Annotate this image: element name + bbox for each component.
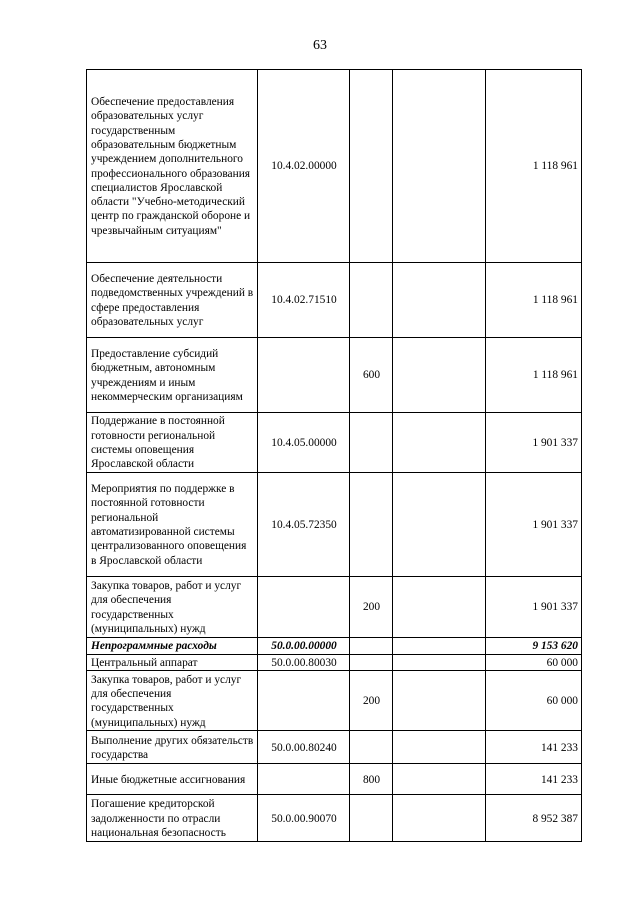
row-amount: 141 233 xyxy=(486,764,582,795)
row-vr: 600 xyxy=(350,338,393,413)
row-empty-cell xyxy=(393,473,486,577)
table-row xyxy=(87,638,582,655)
row-code: 10.4.02.00000 xyxy=(258,70,350,263)
row-code xyxy=(258,671,350,731)
row-empty-cell xyxy=(393,263,486,338)
table-row xyxy=(87,413,582,473)
row-code xyxy=(258,338,350,413)
row-empty-cell xyxy=(393,638,486,655)
table-row xyxy=(87,731,582,764)
row-name: Центральный аппарат xyxy=(87,655,258,671)
row-name: Обеспечение деятельности подведомственных учреждений в сфере предоставления образовательных услуг xyxy=(87,263,258,338)
row-code: 10.4.05.00000 xyxy=(258,413,350,473)
row-amount: 1 901 337 xyxy=(486,473,582,577)
row-name: Выполнение других обязательств государства xyxy=(87,731,258,764)
row-empty-cell xyxy=(393,655,486,671)
table-row xyxy=(87,655,582,671)
row-name: Мероприятия по поддержке в постоянной готовности региональной автоматизированной системы централизованного оповещения в Ярославской области xyxy=(87,473,258,577)
row-amount: 1 901 337 xyxy=(486,413,582,473)
row-empty-cell xyxy=(393,671,486,731)
row-amount: 60 000 xyxy=(486,655,582,671)
row-amount: 141 233 xyxy=(486,731,582,764)
row-empty-cell xyxy=(393,413,486,473)
table-row xyxy=(87,473,582,577)
row-vr xyxy=(350,638,393,655)
row-name: Предоставление субсидий бюджетным, автономным учреждениям и иным некоммерческим организациям xyxy=(87,338,258,413)
row-empty-cell xyxy=(393,795,486,842)
row-empty-cell xyxy=(393,338,486,413)
row-vr xyxy=(350,70,393,263)
row-name: Поддержание в постоянной готовности региональной системы оповещения Ярославской области xyxy=(87,413,258,473)
row-vr: 200 xyxy=(350,671,393,731)
row-empty-cell xyxy=(393,577,486,638)
row-empty-cell xyxy=(393,731,486,764)
row-code: 50.0.00.90070 xyxy=(258,795,350,842)
row-code: 10.4.02.71510 xyxy=(258,263,350,338)
row-name: Непрограммные расходы xyxy=(87,638,258,655)
budget-table xyxy=(86,69,582,842)
row-code: 50.0.00.00000 xyxy=(258,638,350,655)
row-amount: 8 952 387 xyxy=(486,795,582,842)
row-amount: 1 118 961 xyxy=(486,70,582,263)
row-amount: 1 118 961 xyxy=(486,338,582,413)
table-row xyxy=(87,338,582,413)
page-number: 63 xyxy=(313,38,327,53)
row-vr: 200 xyxy=(350,577,393,638)
row-vr xyxy=(350,655,393,671)
table-row xyxy=(87,795,582,842)
table-row xyxy=(87,577,582,638)
table-row xyxy=(87,263,582,338)
row-vr: 800 xyxy=(350,764,393,795)
row-vr xyxy=(350,731,393,764)
row-code: 50.0.00.80240 xyxy=(258,731,350,764)
row-vr xyxy=(350,795,393,842)
row-code xyxy=(258,577,350,638)
row-amount: 1 118 961 xyxy=(486,263,582,338)
row-code: 10.4.05.72350 xyxy=(258,473,350,577)
table-row xyxy=(87,671,582,731)
row-name: Закупка товаров, работ и услуг для обеспечения государственных (муниципальных) нужд xyxy=(87,577,258,638)
row-amount: 9 153 620 xyxy=(486,638,582,655)
row-vr xyxy=(350,263,393,338)
row-vr xyxy=(350,473,393,577)
row-empty-cell xyxy=(393,764,486,795)
row-name: Закупка товаров, работ и услуг для обеспечения государственных (муниципальных) нужд xyxy=(87,671,258,731)
row-vr xyxy=(350,413,393,473)
row-name: Погашение кредиторской задолженности по отрасли национальная безопасность xyxy=(87,795,258,842)
table-row xyxy=(87,70,582,263)
row-amount: 60 000 xyxy=(486,671,582,731)
row-empty-cell xyxy=(393,70,486,263)
row-amount: 1 901 337 xyxy=(486,577,582,638)
row-code xyxy=(258,764,350,795)
table-row xyxy=(87,764,582,795)
row-name: Иные бюджетные ассигнования xyxy=(87,764,258,795)
row-name: Обеспечение предоставления образовательных услуг государственным образовательным бюджетным учреждением дополнительного профессионального образования специалистов Ярославской области "Учебно-методический центр по гражданской обороне и чрезвычайным ситуациям" xyxy=(87,70,258,263)
row-code: 50.0.00.80030 xyxy=(258,655,350,671)
